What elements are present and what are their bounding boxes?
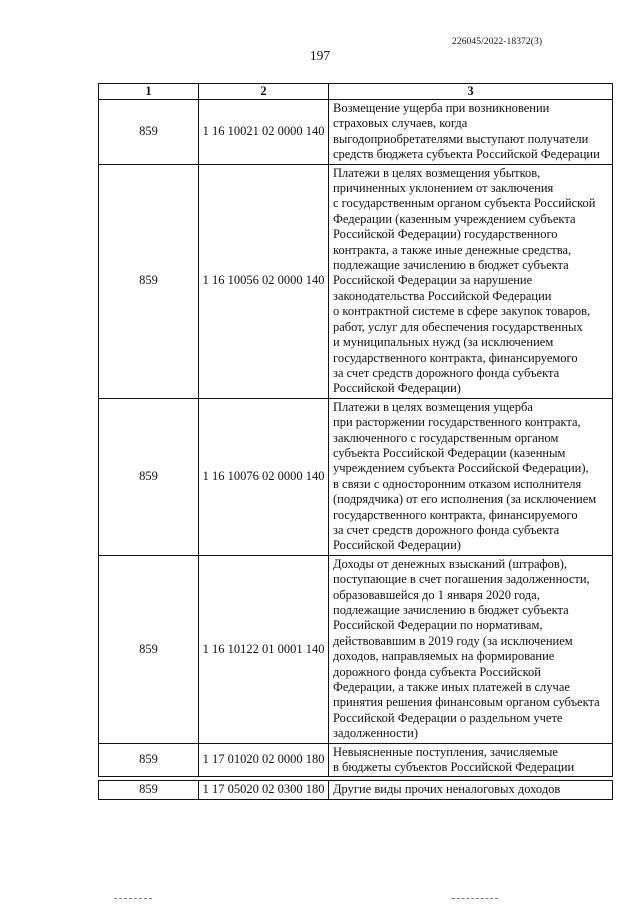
footer-scan-mark [114,898,152,899]
column-header-kbk: 2 [199,84,329,100]
description-line: за счет средств дорожного фонда субъекта [333,365,560,380]
description-line: Платежи в целях возмещения ущерба [333,399,533,414]
description-line: средств бюджета субъекта Российской Федерации [333,147,600,162]
description-line: Возмещение ущерба при возникновении [333,101,550,115]
admin-code-cell: 859 [99,398,199,555]
footer-scan-mark [452,898,498,899]
description-line: Федерации, а также иных платежей в случае [333,680,570,695]
document-id: 226045/2022-18372(3) [452,37,543,47]
description-line: субъекта Российской Федерации (казенным [333,445,566,460]
description-line: (подрядчика) от его исполнения (за исключением [333,492,597,507]
kbk-code-cell: 1 17 05020 02 0300 180 [199,781,329,799]
description-line: государственного контракта, финансируемого [333,507,578,522]
description-line: заключенного с государственным органом [333,430,559,445]
admin-code-cell: 859 [99,743,199,777]
table-row [99,781,613,799]
table-row [99,555,613,743]
description-line: Доходы от денежных взысканий (штрафов), [333,556,568,571]
column-header-description: 3 [329,84,613,100]
description-line: страховых случаев, когда [333,116,468,131]
description-line: и муниципальных нужд (за исключением [333,335,554,350]
kbk-code-cell: 1 17 01020 02 0000 180 [199,743,329,777]
description-line: Российской Федерации) [333,538,461,553]
description-line: законодательства Российской Федерации [333,288,552,303]
description-line: Российской Федерации по нормативам, [333,618,543,633]
page-number: 197 [309,48,331,63]
description-line: работ, услуг для обеспечения государственных [333,319,583,334]
description-line: Российской Федерации о раздельном учете [333,710,563,725]
description-cell [329,398,613,555]
description-cell [329,555,613,743]
description-line: в бюджеты субъектов Российской Федерации [333,760,575,775]
description-line: выгодоприобретателями выступают получатели [333,131,589,146]
description-line: Другие виды прочих неналоговых доходов [333,782,561,797]
table-row [99,164,613,398]
kbk-code-cell: 1 16 10021 02 0000 140 [199,100,329,165]
description-cell [329,164,613,398]
description-line: за счет средств дорожного фонда субъекта [333,522,560,537]
description-line: дорожного фонда субъекта Российской [333,664,541,679]
description-line: подлежащие зачислению в бюджет субъекта [333,258,569,273]
column-header-admin-code: 1 [99,84,199,100]
description-line: учреждением субъекта Российской Федерации), [333,461,589,476]
table-header-row [99,84,613,100]
table-row [99,398,613,555]
description-line: о контрактной системе в сфере закупок товаров, [333,304,591,319]
kbk-code-cell: 1 16 10076 02 0000 140 [199,398,329,555]
admin-code-cell: 859 [99,100,199,165]
description-line: контракта, а также иные денежные средства, [333,242,572,257]
description-line: Федерации (казенным учреждением субъекта [333,211,576,226]
description-cell [329,743,613,777]
description-line: Российской Федерации) государственного [333,227,558,242]
description-line: образовавшейся до 1 января 2020 года, [333,587,540,602]
description-cell [329,781,613,799]
description-line: причиненных уклонением от заключения [333,181,554,196]
admin-code-cell: 859 [99,781,199,799]
description-line: Российской Федерации) [333,381,461,396]
description-line: Платежи в целях возмещения убытков, [333,165,541,180]
kbk-code-cell: 1 16 10056 02 0000 140 [199,164,329,398]
table-row [99,743,613,777]
description-line: принятия решения финансовым органом субъекта [333,695,600,710]
description-line: в связи с односторонним отказом исполнителя [333,476,582,491]
description-line: доходов, направляемых на формирование [333,649,555,664]
description-line: поступающие в счет погашения задолженности, [333,572,590,587]
revenue-codes-table [98,83,613,800]
description-line: подлежащие зачислению в бюджет субъекта [333,603,569,617]
description-cell [329,100,613,165]
description-line: при расторжении государственного контракта, [333,415,581,430]
description-line: действовавшим в 2019 году (за исключением [333,633,573,648]
description-line: задолженности) [333,726,418,741]
description-line: Невыясненные поступления, зачисляемые [333,744,558,759]
table-row [99,100,613,165]
admin-code-cell: 859 [99,555,199,743]
admin-code-cell: 859 [99,164,199,398]
kbk-code-cell: 1 16 10122 01 0001 140 [199,555,329,743]
description-line: Российской Федерации за нарушение [333,273,533,288]
description-line: с государственным органом субъекта Российской [333,196,596,211]
description-line: государственного контракта, финансируемого [333,350,578,365]
